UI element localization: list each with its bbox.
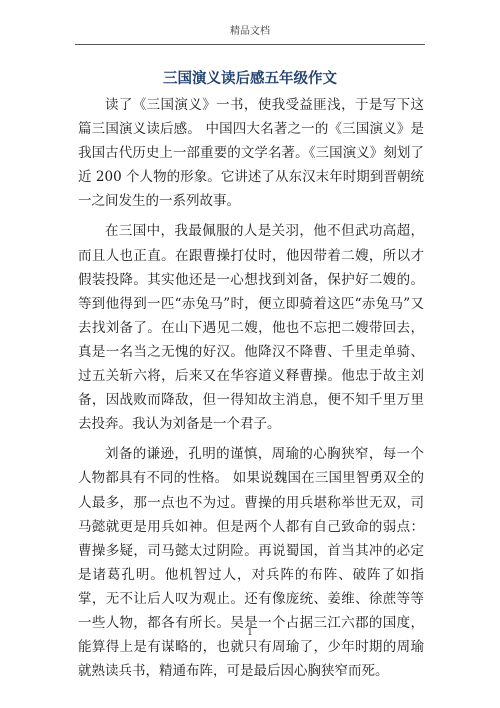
- header-label: 精品文档: [230, 26, 270, 37]
- paragraph-intro: 读了《三国演义》一书，使我受益匪浅，于是写下这篇三国演义读后感。 中国四大名著之一的《三国演义》是我国古代历史上一部重要的文学名著。《三国演义》刻划了近 200 个人物的形象。它讲述了从东汉末年时期到晋朝统一之间发生的一系列故事。: [78, 97, 424, 210]
- paragraph-guan-yu: 在三国中，我最佩服的人是关羽，他不但武功高超，而且人也正直。在跟曹操打仗时，他因带着二嫂，所以才假装投降。其实他还是一心想找到刘备，保护好二嫂的。等到他得到一匹“赤兔马”时，便立即骑着这匹“赤兔马”又去找刘备了。在山下遇见二嫂，他也不忘把二嫂带回去，真是一名当之无愧的好汉。他降汉不降曹、千里走单骑、过五关斩六将，后来又在华容道义释曹操。他忠于故主刘备，因战败而降敌，但一得知故主消息，便不知千里万里去投奔。我认为刘备是一个君子。: [78, 223, 424, 433]
- document-body: [78, 93, 424, 683]
- paragraph-characters: 刘备的谦逊，孔明的谨慎，周瑜的心胸狭窄，每一个人物都具有不同的性格。 如果说魏国在三国里智勇双全的人最多，那一点也不为过。曹操的用兵堪称举世无双，司马懿就更是用兵如神。但是两个人都有自己致命的弱点：曹操多疑，司马懿太过阴险。再说蜀国，首当其冲的必定是诸葛孔明。他机智过人，对兵阵的布阵、破阵了如指掌，无不让后人叹为观止。还有像庞统、姜维、徐蔗等等一些人物，都各有所长。吴是一个占据三江六郡的国度，能算得上是有谋略的，也就只有周瑜了，少年时期的周瑜就熟读兵书，精通布阵，可是最后因心胸狭窄而死。: [78, 446, 424, 680]
- document-title: 三国演义读后感五年级作文: [163, 70, 337, 87]
- page-number: 1: [247, 628, 253, 638]
- header-divider: [75, 44, 425, 45]
- page-header: [75, 0, 425, 48]
